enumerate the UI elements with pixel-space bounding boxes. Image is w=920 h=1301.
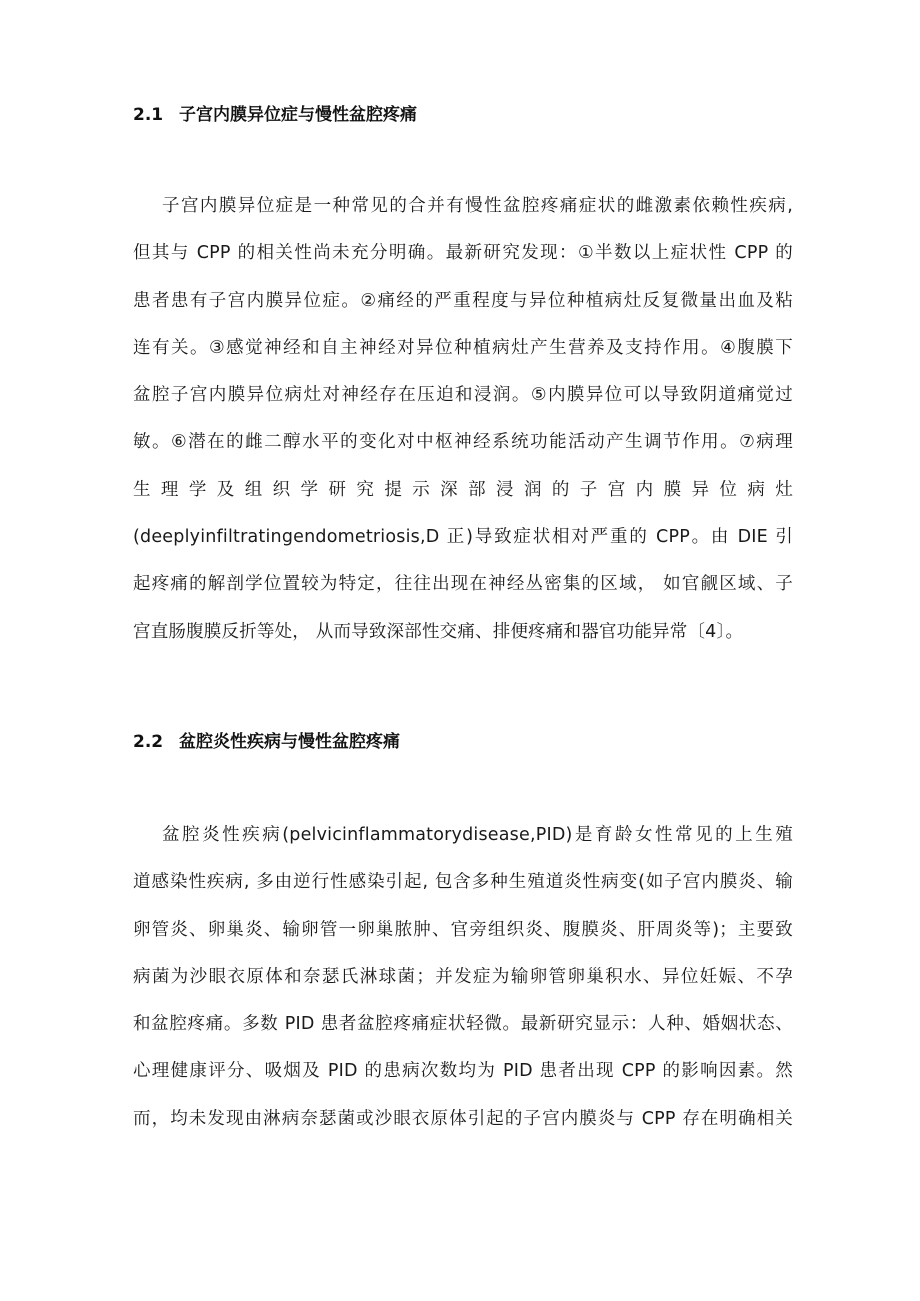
paragraph-line: 病菌为沙眼衣原体和奈瑟氏淋球菌；并发症为输卵管卵巢积水、异位妊娠、不孕 [133, 966, 793, 987]
paragraph-line: 生理学及组织学研究提示深部浸润的子宫内膜异位病灶 [133, 479, 793, 500]
paragraph-line: 患者患有子宫内膜异位症。②痛经的严重程度与异位种植病灶反复微量出血及粘 [133, 290, 793, 311]
paragraph-line: 盆腔子宫内膜异位病灶对神经存在压迫和浸润。⑤内膜异位可以导致阴道痛觉过 [133, 385, 793, 406]
paragraph-line: 宫直肠腹膜反折等处， 从而导致深部性交痛、排便疼痛和器官功能异常〔4〕。 [133, 621, 744, 642]
section-2-2-heading [133, 731, 400, 753]
section-2-1-number: 2.1 [133, 105, 164, 125]
section-2-2-number: 2.2 [133, 732, 164, 752]
paragraph-line: 卵管炎、卵巢炎、输卵管一卵巢脓肿、官旁组织炎、腹膜炎、肝周炎等)；主要致 [133, 919, 793, 940]
paragraph-line: 子宫内膜异位症是一种常见的合并有慢性盆腔疼痛症状的雌激素依赖性疾病, [162, 196, 793, 216]
paragraph-line: 起疼痛的解剖学位置较为特定，往往出现在神经丛密集的区域， 如官觎区域、子 [133, 574, 793, 595]
section-2-1-title: 子宫内膜异位症与慢性盆腔疼痛 [179, 105, 417, 125]
paragraph-line: (deeplyinfiltratingendometriosis,D 正)导致症状相对严重的 CPP。由 DIE 引 [133, 527, 793, 548]
paragraph-line: 但其与 CPP 的相关性尚未充分明确。最新研究发现：①半数以上症状性 CPP 的 [133, 243, 793, 264]
paragraph-line: 盆腔炎性疾病(pelvicinflammatorydisease,PID)是育龄女性常见的上生殖 [162, 825, 793, 845]
paragraph-line: 连有关。③感觉神经和自主神经对异位种植病灶产生营养及支持作用。④腹膜下 [133, 337, 793, 358]
paragraph-line: 道感染性疾病, 多由逆行性感染引起, 包含多种生殖道炎性病变(如子宫内膜炎、输 [133, 872, 793, 893]
paragraph-line: 敏。⑥潜在的雌二醇水平的变化对中枢神经系统功能活动产生调节作用。⑦病理 [133, 432, 793, 453]
section-2-2-title: 盆腔炎性疾病与慢性盆腔疼痛 [179, 732, 400, 752]
section-2-2-paragraph [133, 812, 793, 1143]
paragraph-line: 而，均未发现由淋病奈瑟菌或沙眼衣原体引起的子宫内膜炎与 CPP 存在明确相关 [133, 1108, 793, 1129]
section-2-1-heading [133, 104, 417, 126]
paragraph-line: 和盆腔疼痛。多数 PID 患者盆腔疼痛症状轻微。最新研究显示：人种、婚姻状态、 [133, 1014, 793, 1035]
paragraph-line: 心理健康评分、吸烟及 PID 的患病次数均为 PID 患者出现 CPP 的影响因素。然 [133, 1061, 793, 1082]
section-2-1-paragraph [133, 183, 793, 656]
